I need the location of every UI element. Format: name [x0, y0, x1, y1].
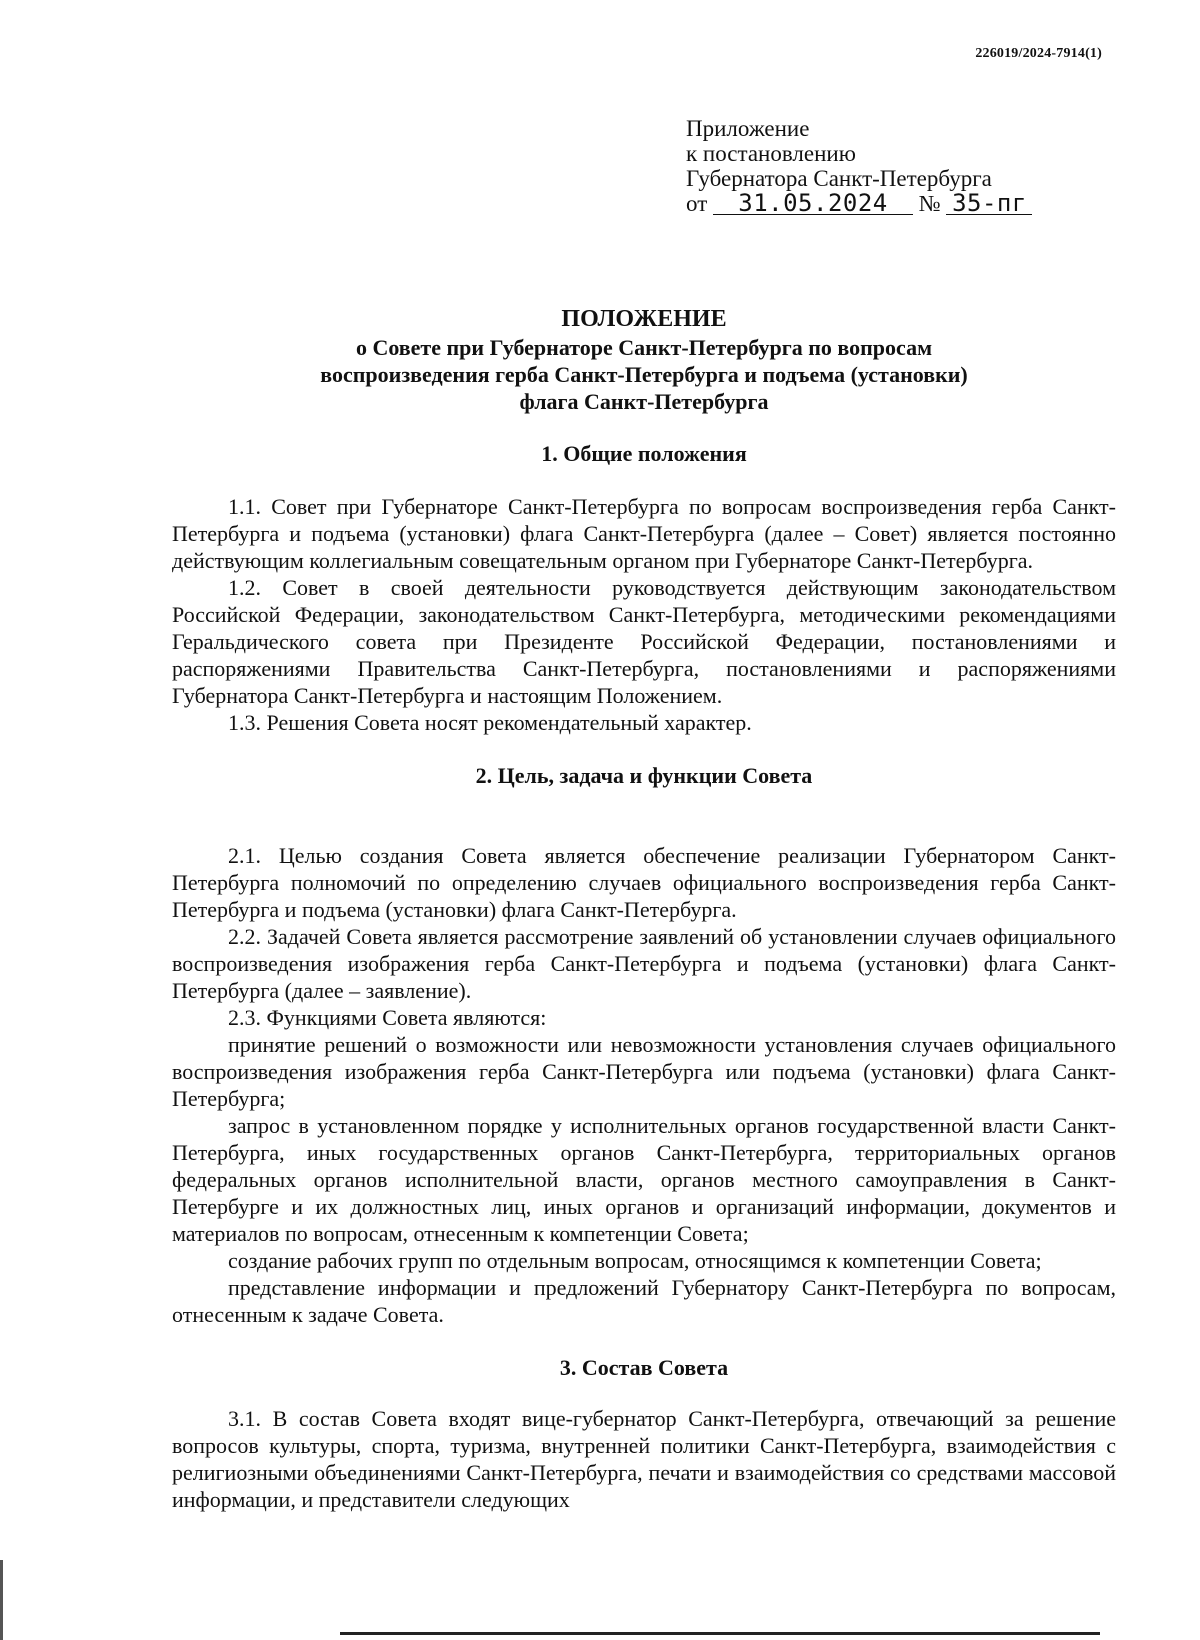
paragraph-1-3: 1.3. Решения Совета носят рекомендательный характер.	[228, 710, 752, 735]
document-registration-code: 226019/2024-7914(1)	[975, 46, 1102, 61]
document-title	[172, 304, 1116, 415]
section-2-heading: 2. Цель, задача и функции Совета	[475, 763, 813, 788]
date-prefix: от	[686, 191, 708, 216]
title-line-2: воспроизведения герба Санкт-Петербурга и подъема (установки)	[320, 362, 968, 387]
paragraph-1-2: 1.2. Совет в своей деятельности руководствуется действующим законодательством Российской Федерации, законодательством Санкт-Петербурга, методическими рекомендациями Геральдического совета при Президенте Российской Федерации, постановлениями и распоряжениями Правительства Санкт-Петербурга, постановлениями и распоряжениями Губернатора Санкт-Петербурга и настоящим Положением.	[172, 575, 1116, 708]
section-2-body	[172, 842, 1116, 1328]
title-line-1: о Совете при Губернаторе Санкт-Петербурга по вопросам	[355, 335, 933, 360]
paragraph-1-1: 1.1. Совет при Губернаторе Санкт-Петербурга по вопросам воспроизведения герба Санкт-Петербурга и подъема (установки) флага Санкт-Петербурга (далее – Совет) является постоянно действующим коллегиальным совещательным органом при Губернаторе Санкт-Петербурга.	[172, 494, 1116, 573]
paragraph-2-3: 2.3. Функциями Совета являются:	[228, 1005, 547, 1030]
scan-margin-mark	[0, 1560, 3, 1640]
paragraph-2-2: 2.2. Задачей Совета является рассмотрение заявлений об установлении случаев официального воспроизведения изображения герба Санкт-Петербурга и подъема (установки) флага Санкт-Петербурга (далее – заявление).	[172, 924, 1116, 1003]
function-item-3: создание рабочих групп по отдельным вопросам, относящимся к компетенции Совета;	[228, 1248, 1042, 1273]
function-item-4: представление информации и предложений Губернатору Санкт-Петербурга по вопросам, отнесенным к задаче Совета.	[172, 1275, 1116, 1327]
decree-date: 31.05.2024	[713, 192, 913, 215]
appendix-line-2: к постановлению	[686, 141, 856, 166]
function-item-1: принятие решений о возможности или невозможности установления случаев официального воспроизведения изображения герба Санкт-Петербурга или подъема (установки) флага Санкт-Петербурга;	[172, 1032, 1116, 1111]
decree-number: 35-пг	[946, 192, 1032, 215]
scan-bottom-rule	[340, 1632, 1100, 1635]
title-main: ПОЛОЖЕНИЕ	[561, 306, 727, 332]
section-3-body	[172, 1405, 1116, 1513]
section-3-heading: 3. Состав Совета	[559, 1355, 729, 1380]
paragraph-3-1: 3.1. В состав Совета входят вице-губернатор Санкт-Петербурга, отвечающий за решение вопросов культуры, спорта, туризма, внутренней политики Санкт-Петербурга, взаимодействия с религиозными объединениями Санкт-Петербурга, печати и взаимодействия со средствами массовой информации, и представители следующих	[172, 1406, 1116, 1512]
title-line-3: флага Санкт-Петербурга	[519, 389, 769, 414]
appendix-date-line	[686, 191, 1032, 216]
section-1-body	[172, 493, 1116, 736]
appendix-block	[686, 116, 1032, 216]
function-item-2: запрос в установленном порядке у исполнительных органов государственной власти Санкт-Петербурга, иных государственных органов Санкт-Петербурга, территориальных органов федеральных органов исполнительной власти, органов местного самоуправления в Санкт-Петербурге и их должностных лиц, иных органов и организаций информации, документов и материалов по вопросам, отнесенным к компетенции Совета;	[172, 1113, 1116, 1246]
appendix-line-3: Губернатора Санкт-Петербурга	[686, 166, 992, 191]
section-1-heading: 1. Общие положения	[541, 441, 747, 466]
paragraph-2-1: 2.1. Целью создания Совета является обеспечение реализации Губернатором Санкт-Петербурга полномочий по определению случаев официального воспроизведения герба Санкт-Петербурга и подъема (установки) флага Санкт-Петербурга.	[172, 843, 1116, 922]
number-prefix: №	[918, 191, 941, 216]
appendix-line-1: Приложение	[686, 116, 810, 141]
